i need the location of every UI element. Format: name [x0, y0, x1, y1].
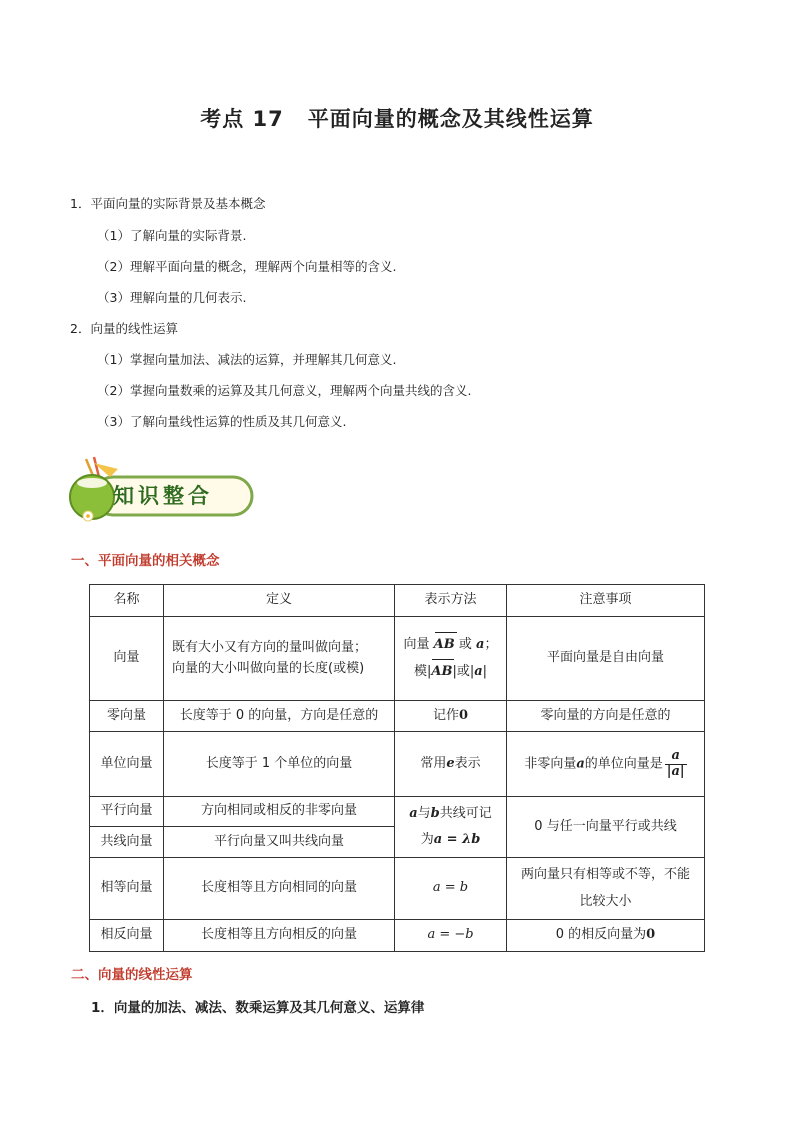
cell-definition: 方向相同或相反的非零向量 [164, 797, 395, 827]
cell-notes: 0 与任一向量平行或共线 [507, 797, 705, 858]
table-row [90, 797, 705, 827]
cell-definition: 长度等于 1 个单位的向量 [164, 732, 395, 797]
knowledge-banner [66, 455, 256, 525]
coconut-top [77, 478, 107, 488]
header-definition: 定义 [164, 585, 395, 617]
cell-name: 平行向量 [90, 797, 164, 827]
cell-representation: a与b共线可记 为a = λb [395, 797, 507, 858]
cell-representation: 记作0 [395, 701, 507, 732]
table-row [90, 701, 705, 732]
section-heading-1: 一、平面向量的相关概念 [71, 553, 220, 569]
cell-name: 零向量 [90, 701, 164, 732]
objective-item: （2）理解平面向量的概念，理解两个向量相等的含义. [97, 259, 397, 274]
cell-name: 单位向量 [90, 732, 164, 797]
header-notes: 注意事项 [507, 585, 705, 617]
table-row [90, 732, 705, 797]
cell-representation: 向量 AB 或 a； 模|AB|或|a| [395, 617, 507, 701]
cell-definition: 既有大小又有方向的量叫做向量； 向量的大小叫做向量的长度(或模) [164, 617, 395, 701]
objective-item: （2）掌握向量数乘的运算及其几何意义，理解两个向量共线的含义. [97, 383, 472, 398]
section-heading-2: 二、向量的线性运算 [71, 967, 193, 983]
cell-representation: a = b [395, 858, 507, 920]
cell-notes: 非零向量a的单位向量是 $\frac{a}{|a|}$ [507, 732, 705, 797]
objective-heading-1: 1．平面向量的实际背景及基本概念 [70, 196, 266, 211]
objective-item: （1）掌握向量加法、减法的运算，并理解其几何意义. [97, 352, 397, 367]
cell-notes: 零向量的方向是任意的 [507, 701, 705, 732]
cell-definition: 长度相等且方向相反的向量 [164, 920, 395, 952]
objective-item: （3）理解向量的几何表示. [97, 290, 247, 305]
cell-notes: 平面向量是自由向量 [507, 617, 705, 701]
title-prefix: 考点 17 [200, 107, 284, 131]
concept-table [89, 584, 705, 952]
cell-definition: 长度相等且方向相同的向量 [164, 858, 395, 920]
cell-name: 共线向量 [90, 827, 164, 858]
table-row [90, 617, 705, 701]
cell-definition: 平行向量又叫共线向量 [164, 827, 395, 858]
cell-notes: 两向量只有相等或不等，不能 比较大小 [507, 858, 705, 920]
cell-name: 相反向量 [90, 920, 164, 952]
cell-notes: 0 的相反向量为0 [507, 920, 705, 952]
cell-representation: a = −b [395, 920, 507, 952]
banner-text: 知识整合 [113, 484, 213, 508]
objective-item: （1）了解向量的实际背景. [97, 228, 247, 243]
cell-representation: 常用e表示 [395, 732, 507, 797]
objective-item: （3）了解向量线性运算的性质及其几何意义. [97, 414, 347, 429]
table-row [90, 858, 705, 920]
title-main: 平面向量的概念及其线性运算 [307, 107, 594, 131]
cell-definition: 长度等于 0 的向量，方向是任意的 [164, 701, 395, 732]
header-representation: 表示方法 [395, 585, 507, 617]
table-header-row [90, 585, 705, 617]
page-title [0, 103, 794, 133]
subsection-heading: 1．向量的加法、减法、数乘运算及其几何意义、运算律 [91, 1000, 425, 1016]
cell-name: 向量 [90, 617, 164, 701]
objective-heading-2: 2．向量的线性运算 [70, 321, 178, 336]
table-row [90, 920, 705, 952]
header-name: 名称 [90, 585, 164, 617]
cell-name: 相等向量 [90, 858, 164, 920]
